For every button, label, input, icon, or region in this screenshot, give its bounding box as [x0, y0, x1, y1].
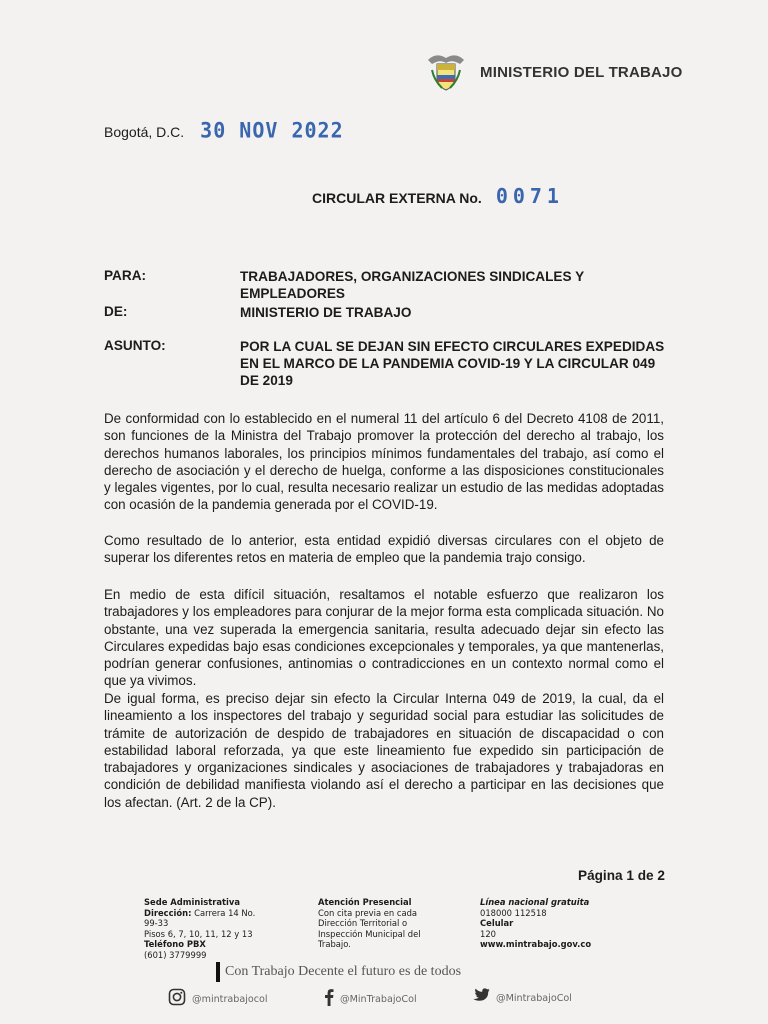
footer-linea: Línea nacional gratuita 018000 112518 Celular 120 www.mintrabajo.gov.co — [480, 897, 592, 950]
footer-atencion: Atención Presencial Con cita previa en cada Dirección Territorial o Inspección Municipal del Trabajo. — [318, 897, 421, 950]
field-key: ASUNTO: — [104, 338, 166, 353]
field-de — [104, 304, 670, 321]
social-facebook[interactable]: @MinTrabajoCol — [324, 988, 417, 1011]
slogan-bar — [216, 962, 220, 982]
website-link[interactable]: www.mintrabajo.gov.co — [480, 939, 592, 950]
date-stamp: 30 NOV 2022 — [200, 117, 344, 143]
coat-of-arms-icon — [424, 50, 468, 94]
circular-number-stamp: 0071 — [495, 184, 564, 208]
social-twitter[interactable]: @MintrabajoCol — [472, 988, 572, 1008]
instagram-icon — [168, 988, 186, 1011]
field-key: DE: — [104, 304, 128, 319]
field-key: PARA: — [104, 268, 147, 283]
field-value: TRABAJADORES, ORGANIZACIONES SINDICALES Y EMPLEADORES — [240, 269, 584, 301]
twitter-icon — [472, 988, 490, 1008]
body-paragraph: De igual forma, es preciso dejar sin efecto la Circular Interna 049 de 2019, la cual, da el lineamiento a los inspectores del trabajo y seguridad social para estudiar las solicitudes de trámite de autorización de despido de trabajadores en situación de discapacidad o con estabilidad laboral reforzada, ya que este lineamiento fue expedido sin participación de trabajadores y organizaciones sindicales y asociaciones de trabajadores y trabajadoras en condición de debilidad manifiesta violando así el derecho a participar en las decisiones que los afectan. (Art. 2 de la CP). — [104, 691, 664, 810]
dateline — [104, 118, 344, 142]
facebook-icon — [324, 988, 334, 1011]
place-label: Bogotá, D.C. — [104, 124, 185, 140]
field-value: POR LA CUAL SE DEJAN SIN EFECTO CIRCULARES EXPEDIDAS EN EL MARCO DE LA PANDEMIA COVID-19 Y LA CIRCULAR 049 DE 2019 — [240, 339, 665, 388]
footer-sede: Sede Administrativa Dirección: Carrera 14 No. 99-33 Pisos 6, 7, 10, 11, 12 y 13 Teléfono PBX (601) 3779999 — [144, 897, 256, 960]
field-para — [104, 268, 670, 302]
page-number: Página 1 de 2 — [578, 868, 665, 883]
circular-label: CIRCULAR EXTERNA No. — [312, 190, 482, 206]
field-asunto — [104, 338, 670, 389]
body-paragraph: Como resultado de lo anterior, esta entidad expidió diversas circulares con el objeto de superar los diferentes retos en materia de empleo que la pandemia trajo consigo. — [104, 533, 664, 566]
ministry-name: MINISTERIO DEL TRABAJO — [480, 63, 683, 81]
slogan: Con Trabajo Decente el futuro es de todos — [216, 962, 461, 982]
circular-number-line — [312, 184, 564, 208]
social-instagram[interactable]: @mintrabajocol — [168, 988, 268, 1011]
field-value: MINISTERIO DE TRABAJO — [240, 305, 412, 320]
ministry-logo — [424, 50, 682, 94]
body-paragraph: En medio de esta difícil situación, resaltamos el notable esfuerzo que realizaron los trabajadores y los empleadores para conjurar de la mejor forma esta complicada situación. No obstante, una vez superada la emergencia sanitaria, resulta adecuado dejar sin efecto las Circulares expedidas bajo esas condiciones excepcionales y temporales, ya que mantenerlas, podrían generar confusiones, antinomias o contradicciones en un contexto normal como el que ya vivimos. — [104, 587, 664, 689]
body-paragraph: De conformidad con lo establecido en el numeral 11 del artículo 6 del Decreto 4108 de 2011, son funciones de la Ministra del Trabajo promover la protección del derecho al trabajo, los derechos humanos laborales, los principios mínimos fundamentales del trabajo, así como el derecho de asociación y el derecho de huelga, conforme a las disposiciones constitucionales y legales vigentes, por lo cual, resulta necesario realizar un estudio de las medidas adoptadas con ocasión de la pandemia generada por el COVID-19. — [104, 411, 664, 513]
